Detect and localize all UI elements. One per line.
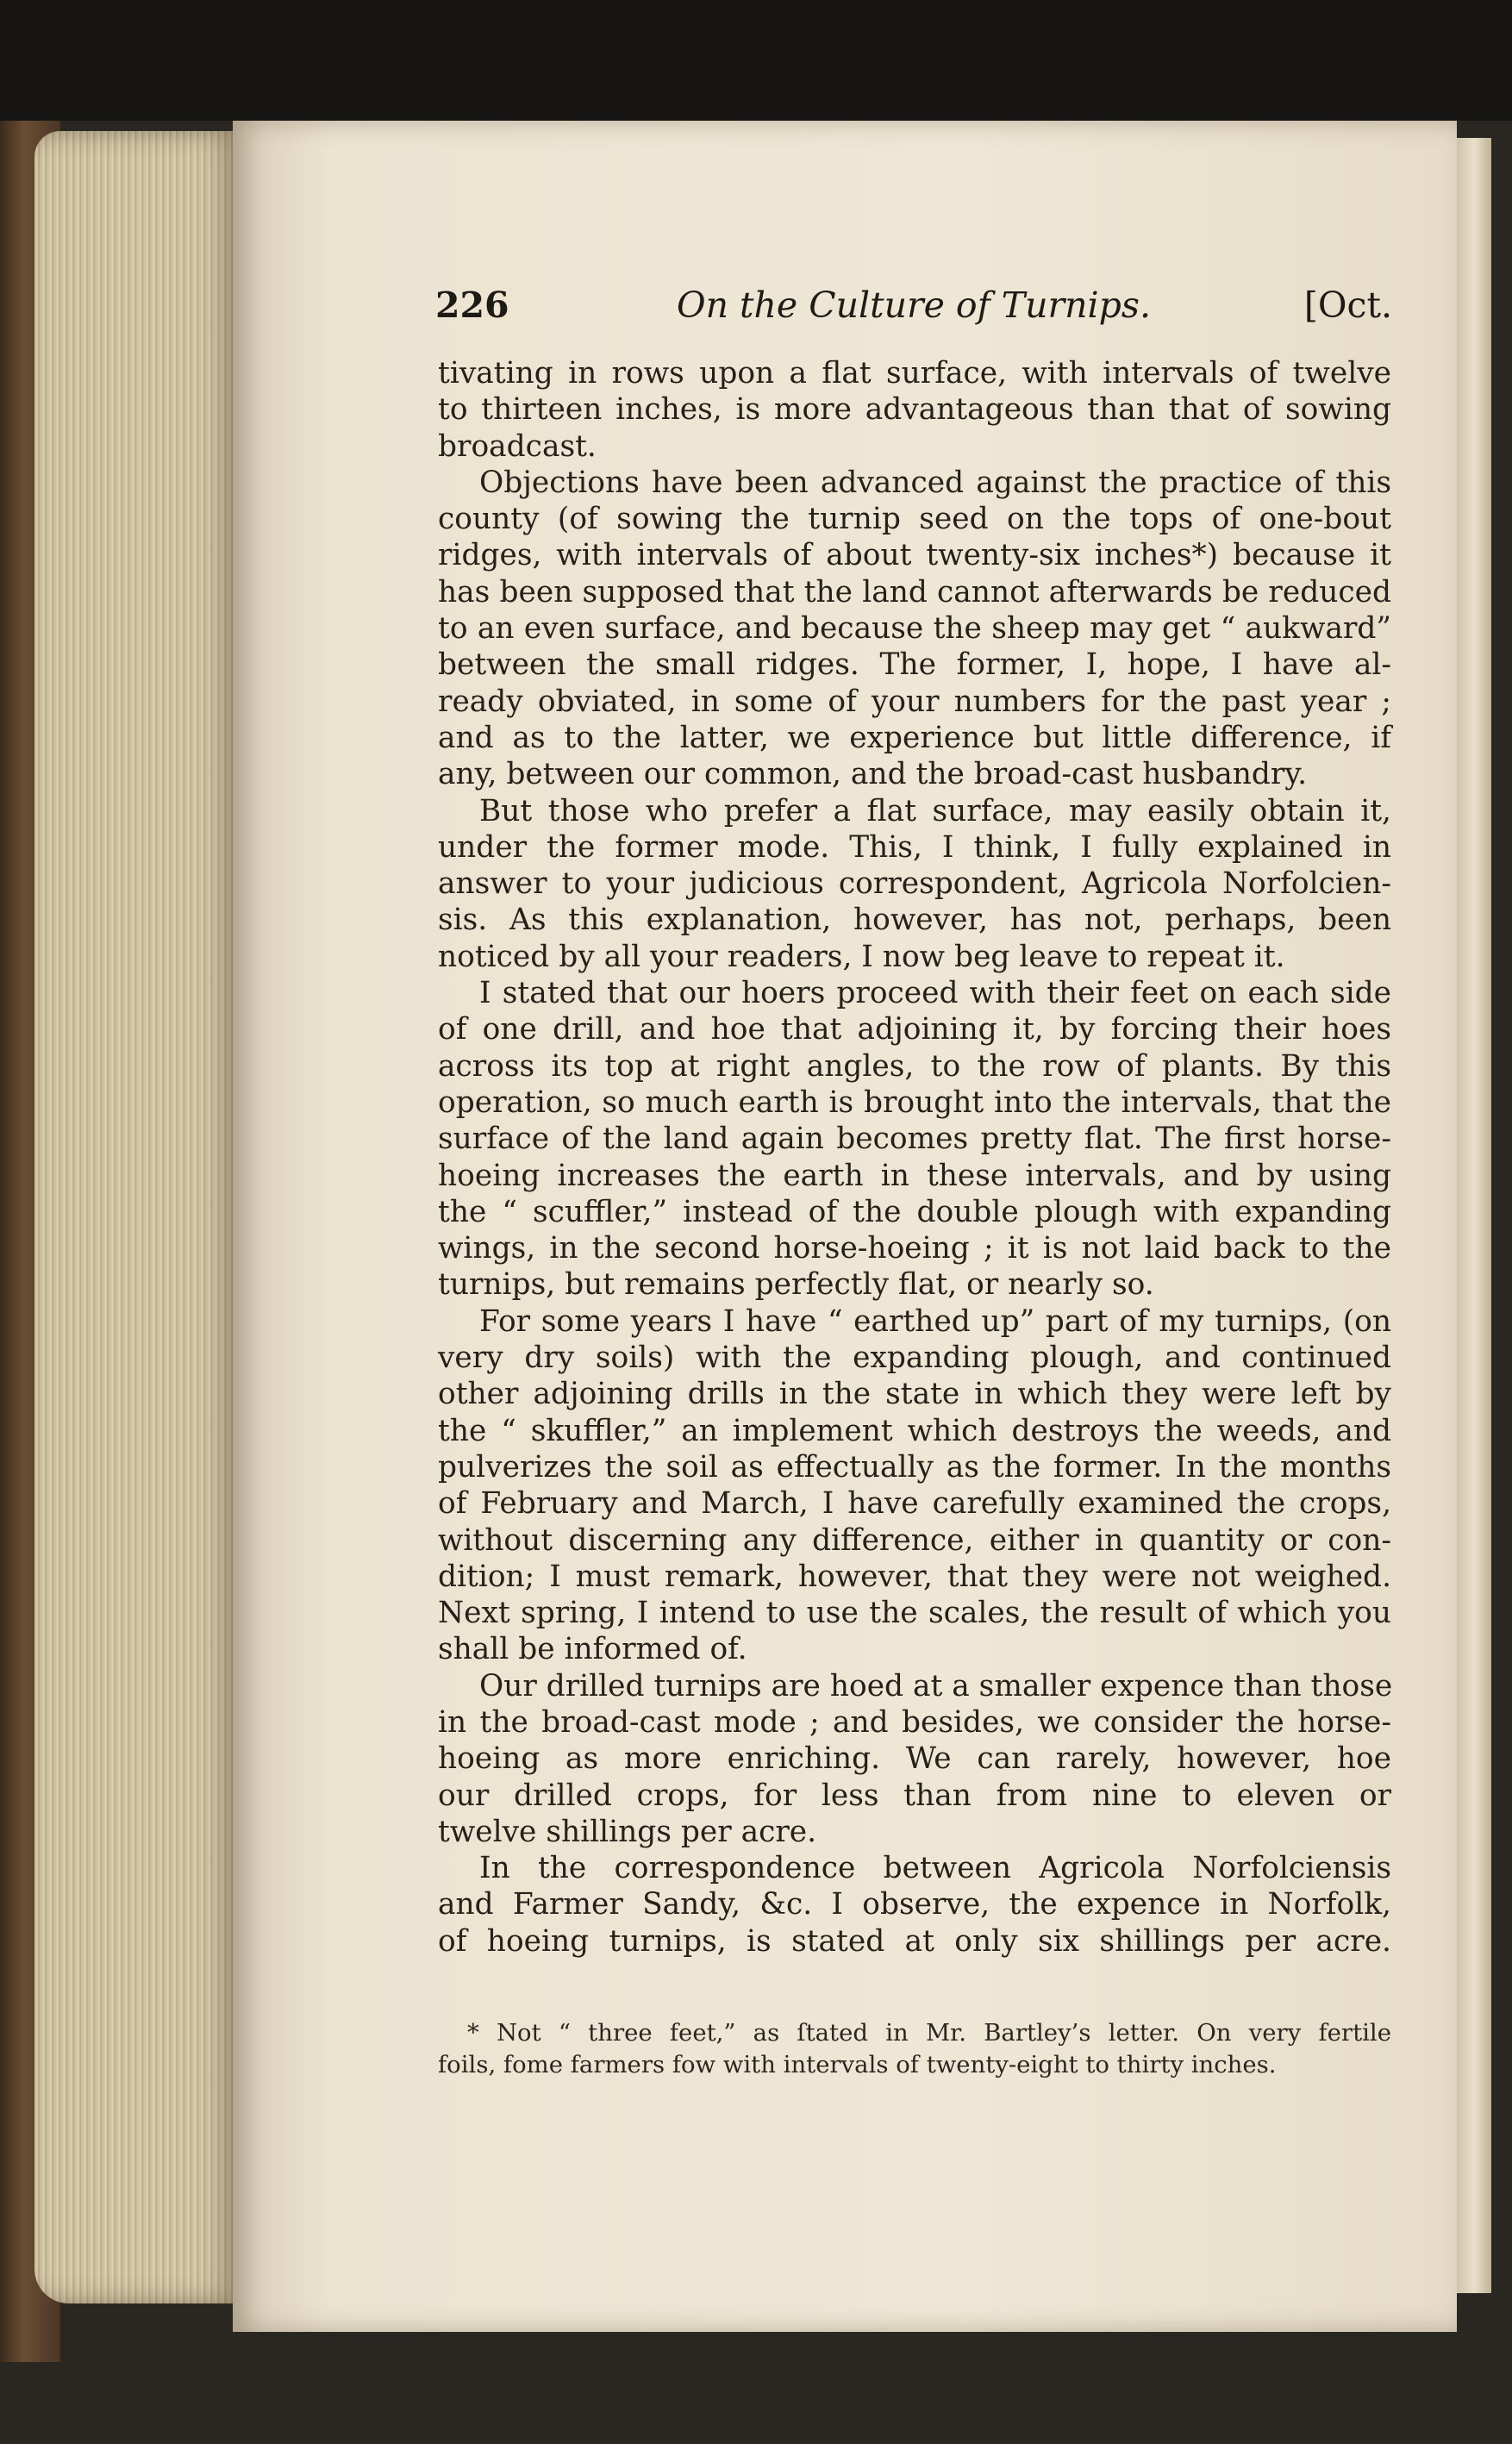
text-line: dition; I must remark, however, that they were not weighed. bbox=[438, 1559, 1391, 1594]
text-line: Our drilled turnips are hoed at a smaller expence than those bbox=[479, 1668, 1393, 1703]
page-stack-edge bbox=[34, 131, 241, 2303]
footnote-line: foils, fome farmers fow with intervals of twenty-eight to thirty inches. bbox=[438, 2051, 1277, 2078]
text-line: tivating in rows upon a flat surface, with intervals of twelve bbox=[438, 356, 1391, 391]
text-line: other adjoining drills in the state in which they were left by bbox=[438, 1377, 1391, 1412]
text-line: turnips, but remains perfectly flat, or nearly so. bbox=[438, 1267, 1154, 1303]
body-text bbox=[438, 355, 1391, 1960]
text-line: of February and March, I have carefully examined the crops, bbox=[438, 1486, 1391, 1522]
text-line: and Farmer Sandy, &c. I observe, the expence in Norfolk, bbox=[438, 1887, 1391, 1922]
facing-page-edge bbox=[1457, 138, 1491, 2293]
text-line: under the former mode. This, I think, I fully explained in bbox=[438, 829, 1391, 865]
text-line: shall be informed of. bbox=[438, 1632, 747, 1667]
text-line: without discerning any difference, either in quantity or con- bbox=[438, 1522, 1391, 1558]
running-head bbox=[435, 284, 1392, 336]
text-line: the “ skuffler,” an implement which destroys the weeds, and bbox=[438, 1413, 1391, 1448]
text-line: and as to the latter, we experience but little difference, if bbox=[438, 720, 1391, 755]
footnote bbox=[438, 2017, 1391, 2081]
footnote-line: * Not “ three feet,” as ſtated in Mr. Bartley’s letter. On very fertile bbox=[467, 2019, 1391, 2047]
text-line: For some years I have “ earthed up” part of my turnips, (on bbox=[479, 1303, 1391, 1339]
text-line: Objections have been advanced against the practice of this bbox=[479, 465, 1391, 500]
text-line: wings, in the second horse-hoeing ; it is not laid back to the bbox=[438, 1231, 1391, 1266]
text-line: of one drill, and hoe that adjoining it, by forcing their hoes bbox=[438, 1012, 1391, 1047]
text-line: noticed by all your readers, I now beg leave to repeat it. bbox=[438, 939, 1285, 974]
text-line: to thirteen inches, is more advantageous than that of sowing bbox=[438, 392, 1391, 428]
text-line: operation, so much earth is brought into the intervals, that the bbox=[438, 1084, 1391, 1120]
page-title: On the Culture of Turnips. bbox=[677, 284, 1151, 326]
text-line: very dry soils) with the expanding plough, and continued bbox=[438, 1341, 1391, 1376]
text-line: In the correspondence between Agricola Norfolciensis bbox=[479, 1851, 1391, 1886]
text-line: county (of sowing the turnip seed on the tops of one-bout bbox=[438, 502, 1391, 537]
text-line: has been supposed that the land cannot afterwards be reduced bbox=[438, 574, 1391, 609]
text-line: the “ scuffler,” instead of the double plough with expanding bbox=[438, 1194, 1391, 1229]
text-line: pulverizes the soil as effectually as the former. In the months bbox=[438, 1449, 1391, 1485]
text-line: But those who prefer a flat surface, may easily obtain it, bbox=[479, 793, 1391, 828]
text-line: I stated that our hoers proceed with their feet on each side bbox=[479, 976, 1391, 1011]
text-line: any, between our common, and the broad-cast husbandry. bbox=[438, 757, 1308, 792]
text-line: sis. As this explanation, however, has not, perhaps, been bbox=[438, 903, 1391, 938]
text-line: in the broad-cast mode ; and besides, we consider the horse- bbox=[438, 1704, 1391, 1740]
text-line: Next spring, I intend to use the scales, the result of which you bbox=[438, 1596, 1391, 1631]
page-number: 226 bbox=[435, 284, 509, 326]
text-line: our drilled crops, for less than from nine to eleven or bbox=[438, 1778, 1391, 1813]
text-line: ridges, with intervals of about twenty-six inches*) because it bbox=[438, 538, 1391, 573]
text-line: hoeing as more enriching. We can rarely, however, hoe bbox=[438, 1741, 1391, 1777]
text-line: between the small ridges. The former, I, hope, I have al- bbox=[438, 647, 1391, 683]
text-line: twelve shillings per acre. bbox=[438, 1814, 817, 1849]
text-line: across its top at right angles, to the row of plants. By this bbox=[438, 1048, 1391, 1084]
text-line: broadcast. bbox=[438, 428, 597, 464]
running-head-month: [Oct. bbox=[1303, 284, 1392, 326]
text-line: ready obviated, in some of your numbers for the past year ; bbox=[438, 684, 1391, 719]
text-line: of hoeing turnips, is stated at only six shillings per acre. bbox=[438, 1923, 1391, 1959]
text-line: to an even surface, and because the sheep may get “ aukward” bbox=[438, 611, 1391, 647]
text-line: surface of the land again becomes pretty flat. The first horse- bbox=[438, 1122, 1391, 1157]
text-line: hoeing increases the earth in these intervals, and by using bbox=[438, 1158, 1391, 1193]
text-line: answer to your judicious correspondent, Agricola Norfolcien- bbox=[438, 866, 1391, 902]
